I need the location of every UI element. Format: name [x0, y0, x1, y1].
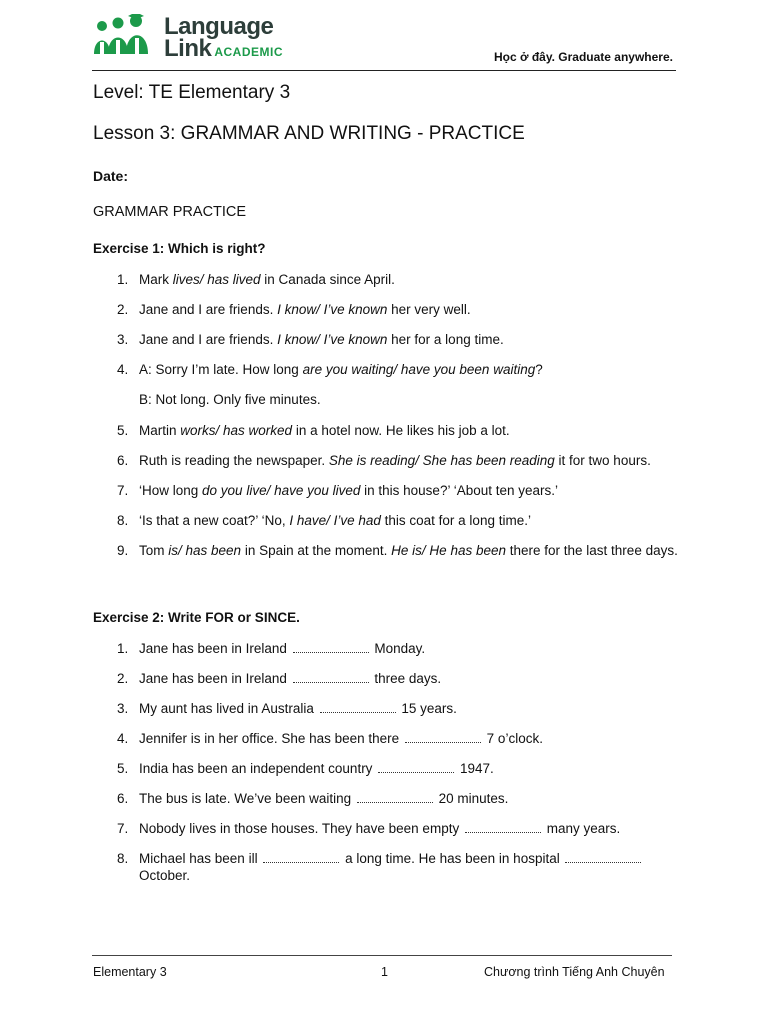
item-text	[139, 790, 679, 807]
sentence-text: 7 o’clock.	[482, 731, 543, 746]
sentence-text: 20 minutes.	[434, 791, 509, 806]
sentence-text: India has been an independent country	[139, 761, 377, 776]
sentence-text: Jane and I are friends.	[139, 332, 278, 347]
logo-wordmark-academic: ACADEMIC	[214, 45, 284, 59]
answer-blank[interactable]	[293, 641, 369, 653]
sentence-text: Nobody lives in those houses. They have been empty	[139, 821, 463, 836]
item-text	[139, 760, 679, 777]
footer-course: Elementary 3	[93, 965, 167, 979]
answer-options: do you live/ have you lived	[202, 483, 361, 498]
sentence-text: Monday.	[370, 641, 426, 656]
item-number: 9.	[117, 543, 129, 558]
sentence-text: Tom	[139, 543, 169, 558]
item-text	[139, 850, 679, 884]
item-number: 6.	[117, 791, 129, 806]
sentence-text: this coat for a long time.’	[380, 513, 531, 528]
sentence-text: My aunt has lived in Australia	[139, 701, 318, 716]
item-text	[139, 670, 679, 687]
logo-wordmark-link: Link	[164, 35, 212, 62]
sentence-text: ?	[535, 362, 543, 377]
sentence-text: it for two hours.	[554, 453, 651, 468]
sentence-text: The bus is late. We’ve been waiting	[139, 791, 355, 806]
item-text	[139, 700, 679, 717]
item-number: 4.	[117, 362, 129, 377]
item-text	[139, 301, 679, 318]
footer-page-number: 1	[381, 965, 388, 979]
answer-options: I know/ I’ve known	[277, 302, 388, 317]
item-number: 7.	[117, 483, 129, 498]
answer-options: He is/ He has been	[391, 543, 506, 558]
sentence-text: Jane has been in Ireland	[139, 641, 291, 656]
sentence-text: a long time. He has been in hospital	[341, 851, 564, 866]
answer-options: I have/ I’ve had	[289, 513, 381, 528]
logo-wordmark-language: Language	[164, 13, 274, 40]
item-number: 3.	[117, 332, 129, 347]
sentence-text: Mark	[139, 272, 173, 287]
lesson-heading: Lesson 3: GRAMMAR AND WRITING - PRACTICE	[93, 123, 525, 144]
section-heading: GRAMMAR PRACTICE	[93, 204, 247, 220]
people-logo-icon	[92, 14, 158, 60]
page-header	[92, 14, 677, 70]
sentence-text: in Canada since April.	[260, 272, 395, 287]
answer-blank[interactable]	[293, 671, 369, 683]
answer-options: She is reading/ She has been reading	[328, 453, 555, 468]
item-number: 1.	[117, 272, 129, 287]
sentence-text: there for the last three days.	[506, 543, 678, 558]
item-number: 2.	[117, 671, 129, 686]
sentence-text: Jennifer is in her office. She has been there	[139, 731, 403, 746]
item-text	[139, 361, 679, 378]
sentence-text: in this house?’ ‘About ten years.’	[360, 483, 559, 498]
item-number: 1.	[117, 641, 129, 656]
item-text	[139, 452, 679, 469]
item-text	[139, 730, 679, 747]
sentence-text: three days.	[370, 671, 442, 686]
item-number: 8.	[117, 851, 129, 866]
item-number: 3.	[117, 701, 129, 716]
header-divider	[92, 70, 676, 71]
item-text	[139, 820, 679, 837]
sentence-text: B: Not long. Only five minutes.	[139, 392, 321, 407]
sentence-text: Jane has been in Ireland	[139, 671, 291, 686]
answer-options: works/ has worked	[180, 423, 293, 438]
item-text	[139, 271, 679, 288]
answer-blank[interactable]	[565, 851, 641, 863]
answer-blank[interactable]	[357, 791, 433, 803]
answer-blank[interactable]	[320, 701, 396, 713]
footer-program: Chương trình Tiếng Anh Chuyên	[484, 965, 665, 979]
sentence-text: A: Sorry I’m late. How long	[139, 362, 303, 377]
sentence-text: ‘How long	[139, 483, 203, 498]
footer-divider	[92, 955, 672, 956]
item-number: 7.	[117, 821, 129, 836]
sentence-text: in a hotel now. He likes his job a lot.	[292, 423, 510, 438]
item-number: 5.	[117, 423, 129, 438]
exercise2-title: Exercise 2: Write FOR or SINCE.	[93, 610, 300, 625]
sentence-text: October.	[139, 868, 191, 883]
sentence-text: her for a long time.	[387, 332, 504, 347]
answer-blank[interactable]	[263, 851, 339, 863]
item-number: 8.	[117, 513, 129, 528]
level-heading: Level: TE Elementary 3	[93, 82, 291, 103]
sentence-text: many years.	[542, 821, 621, 836]
sentence-text: 15 years.	[397, 701, 457, 716]
item-number: 2.	[117, 302, 129, 317]
item-text	[139, 422, 679, 439]
item-text	[139, 331, 679, 348]
answer-options: I know/ I’ve known	[277, 332, 388, 347]
item-text	[139, 640, 679, 657]
sentence-text: Michael has been ill	[139, 851, 262, 866]
item-text	[139, 482, 679, 499]
answer-blank[interactable]	[465, 821, 541, 833]
answer-options: are you waiting/ have you been waiting	[302, 362, 536, 377]
sentence-text: 1947.	[456, 761, 494, 776]
answer-blank[interactable]	[405, 731, 481, 743]
item-number: 5.	[117, 761, 129, 776]
answer-options: is/ has been	[168, 543, 242, 558]
date-label: Date:	[93, 168, 129, 184]
item-text	[139, 391, 679, 408]
exercise1-title: Exercise 1: Which is right?	[93, 241, 266, 256]
sentence-text: her very well.	[387, 302, 471, 317]
item-text	[139, 512, 679, 529]
sentence-text: Martin	[139, 423, 181, 438]
language-link-logo	[92, 14, 283, 62]
answer-blank[interactable]	[378, 761, 454, 773]
sentence-text: in Spain at the moment.	[241, 543, 392, 558]
sentence-text: Jane and I are friends.	[139, 302, 278, 317]
item-text	[139, 542, 679, 559]
answer-options: lives/ has lived	[172, 272, 261, 287]
sentence-text: ‘Is that a new coat?’ ‘No,	[139, 513, 290, 528]
header-tagline: Học ở đây. Graduate anywhere.	[493, 50, 673, 64]
sentence-text: Ruth is reading the newspaper.	[139, 453, 329, 468]
item-number: 6.	[117, 453, 129, 468]
item-number: 4.	[117, 731, 129, 746]
